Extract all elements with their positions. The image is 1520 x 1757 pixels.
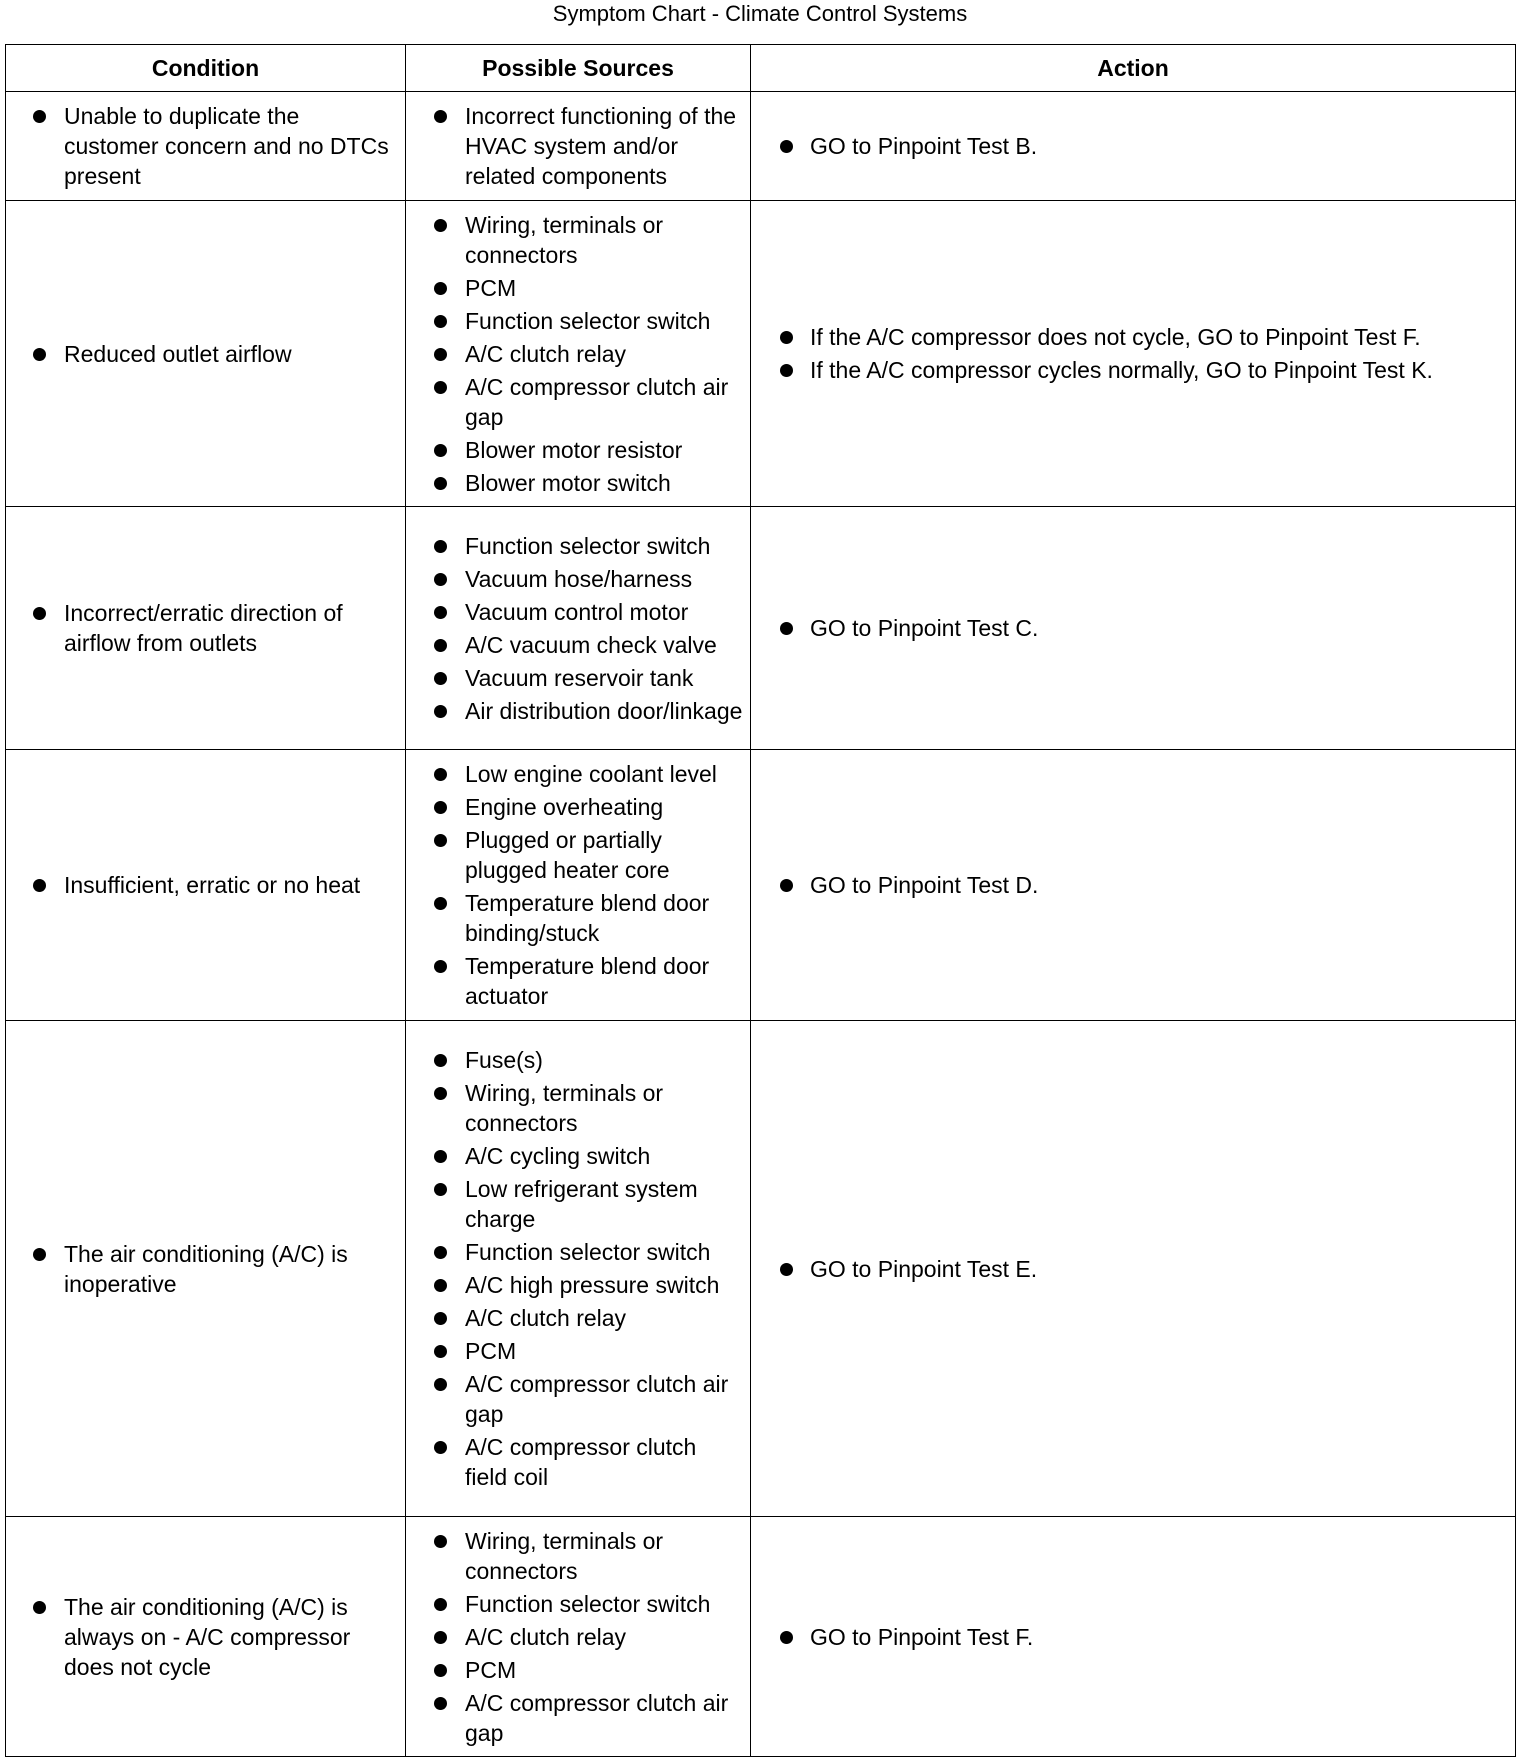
source-text: PCM — [465, 1338, 517, 1364]
source-item — [406, 468, 744, 498]
bullet-icon — [434, 1246, 447, 1259]
source-text: Fuse(s) — [465, 1047, 543, 1073]
source-cell — [406, 1517, 751, 1757]
bullet-icon — [434, 381, 447, 394]
bullet-icon — [434, 540, 447, 553]
source-cell — [406, 201, 751, 507]
action-item — [751, 1622, 1509, 1652]
bullet-icon — [780, 622, 793, 635]
source-item — [406, 564, 744, 594]
source-text: Temperature blend door binding/stuck — [465, 890, 710, 946]
condition-list — [6, 598, 399, 658]
bullet-icon — [33, 110, 46, 123]
source-item — [406, 1078, 744, 1138]
action-cell — [751, 201, 1516, 507]
action-item — [751, 131, 1509, 161]
source-item — [406, 1303, 744, 1333]
action-list — [751, 1622, 1509, 1652]
source-item — [406, 888, 744, 948]
source-item — [406, 630, 744, 660]
condition-item — [6, 101, 399, 191]
condition-cell — [6, 201, 406, 507]
condition-cell — [6, 92, 406, 201]
source-item — [406, 792, 744, 822]
condition-item — [6, 870, 399, 900]
source-text: Low refrigerant system charge — [465, 1176, 698, 1232]
bullet-icon — [780, 331, 793, 344]
action-header: Action — [751, 45, 1516, 92]
bullet-icon — [434, 1697, 447, 1710]
condition-item — [6, 339, 399, 369]
bullet-icon — [434, 1598, 447, 1611]
table-row — [6, 1021, 1516, 1517]
source-item — [406, 306, 744, 336]
action-cell — [751, 1021, 1516, 1517]
bullet-icon — [33, 1601, 46, 1614]
source-item — [406, 1045, 744, 1075]
action-item — [751, 1254, 1509, 1284]
bullet-icon — [434, 1378, 447, 1391]
source-text: PCM — [465, 1656, 517, 1683]
bullet-icon — [434, 110, 447, 123]
source-item — [406, 1369, 744, 1429]
source-item — [406, 1655, 744, 1685]
bullet-icon — [434, 444, 447, 457]
bullet-icon — [780, 1263, 793, 1276]
source-item — [406, 1141, 744, 1171]
source-item — [406, 339, 744, 369]
source-text: PCM — [465, 274, 517, 301]
source-list — [406, 1526, 744, 1748]
bullet-icon — [33, 607, 46, 620]
condition-text: Reduced outlet airflow — [64, 340, 292, 367]
source-text: Blower motor switch — [465, 469, 671, 496]
action-item — [751, 870, 1509, 900]
bullet-icon — [434, 1664, 447, 1677]
bullet-icon — [780, 1631, 793, 1644]
source-text: Wiring, terminals or connectors — [465, 1527, 664, 1584]
bullet-icon — [434, 768, 447, 781]
bullet-icon — [434, 1279, 447, 1292]
chart-title: Symptom Chart - Climate Control Systems — [552, 1, 968, 26]
bullet-icon — [780, 364, 793, 377]
source-item — [406, 435, 744, 465]
condition-list — [6, 101, 399, 191]
source-item — [406, 372, 744, 432]
source-item — [406, 1688, 744, 1748]
condition-list — [6, 339, 399, 369]
source-item — [406, 1526, 744, 1586]
bullet-icon — [434, 672, 447, 685]
condition-header: Condition — [6, 45, 406, 92]
bullet-icon — [434, 282, 447, 295]
source-item — [406, 1589, 744, 1619]
bullet-icon — [434, 1312, 447, 1325]
source-text: Function selector switch — [465, 1239, 711, 1265]
source-item — [406, 273, 744, 303]
action-list — [751, 613, 1509, 643]
action-text: GO to Pinpoint Test E. — [810, 1255, 1038, 1282]
source-text: Low engine coolant level — [465, 761, 717, 787]
action-list — [751, 1254, 1509, 1284]
bullet-icon — [434, 639, 447, 652]
condition-cell — [6, 750, 406, 1021]
condition-item — [6, 1239, 399, 1299]
action-text: GO to Pinpoint Test C. — [810, 615, 1039, 641]
source-item — [406, 101, 744, 191]
bullet-icon — [434, 606, 447, 619]
bullet-icon — [434, 1054, 447, 1067]
source-item — [406, 825, 744, 885]
bullet-icon — [434, 897, 447, 910]
condition-text: Unable to duplicate the customer concern and no DTCs present — [64, 103, 389, 189]
bullet-icon — [780, 140, 793, 153]
source-item — [406, 1174, 744, 1234]
source-item — [406, 759, 744, 789]
condition-text: The air conditioning (A/C) is inoperative — [64, 1240, 348, 1297]
source-text: Engine overheating — [465, 794, 664, 820]
bullet-icon — [434, 801, 447, 814]
source-text: A/C compressor clutch field coil — [465, 1434, 697, 1490]
chart-body — [6, 92, 1516, 1757]
source-cell — [406, 92, 751, 201]
source-item — [406, 696, 744, 726]
action-text: GO to Pinpoint Test F. — [810, 1623, 1034, 1650]
source-text: Function selector switch — [465, 307, 711, 334]
source-list — [406, 531, 744, 726]
bullet-icon — [33, 879, 46, 892]
action-cell — [751, 92, 1516, 201]
source-list — [406, 1045, 744, 1492]
source-text: Function selector switch — [465, 532, 711, 559]
source-item — [406, 210, 744, 270]
source-text: A/C vacuum check valve — [465, 631, 717, 658]
table-row — [6, 1517, 1516, 1757]
bullet-icon — [434, 1345, 447, 1358]
table-row — [6, 92, 1516, 201]
bullet-icon — [434, 705, 447, 718]
source-cell — [406, 507, 751, 750]
bullet-icon — [434, 573, 447, 586]
bullet-icon — [33, 1248, 46, 1261]
action-list — [751, 131, 1509, 161]
source-text: A/C clutch relay — [465, 1623, 627, 1650]
source-item — [406, 531, 744, 561]
bullet-icon — [434, 348, 447, 361]
condition-text: The air conditioning (A/C) is always on - A/C compressor does not cycle — [64, 1593, 351, 1680]
symptom-chart-table — [5, 44, 1516, 1757]
table-row — [6, 507, 1516, 750]
source-list — [406, 210, 744, 498]
bullet-icon — [33, 348, 46, 361]
sources-header: Possible Sources — [406, 45, 751, 92]
action-text: If the A/C compressor cycles normally, GO to Pinpoint Test K. — [810, 357, 1433, 383]
condition-text: Insufficient, erratic or no heat — [64, 872, 361, 898]
source-list — [406, 759, 744, 1011]
source-text: Incorrect functioning of the HVAC system and/or related components — [465, 103, 737, 189]
source-text: A/C clutch relay — [465, 340, 627, 367]
source-text: Vacuum reservoir tank — [465, 664, 694, 691]
source-text: A/C compressor clutch air gap — [465, 373, 729, 430]
source-text: Function selector switch — [465, 1590, 711, 1617]
condition-text: Incorrect/erratic direction of airflow from outlets — [64, 600, 343, 656]
action-cell — [751, 750, 1516, 1021]
bullet-icon — [434, 219, 447, 232]
source-item — [406, 951, 744, 1011]
source-text: A/C compressor clutch air gap — [465, 1689, 729, 1746]
action-list — [751, 870, 1509, 900]
source-text: Vacuum control motor — [465, 598, 689, 625]
source-text: Blower motor resistor — [465, 436, 683, 463]
action-text: GO to Pinpoint Test D. — [810, 872, 1039, 898]
source-text: A/C high pressure switch — [465, 1272, 720, 1298]
source-item — [406, 1270, 744, 1300]
source-text: Wiring, terminals or connectors — [465, 211, 664, 268]
condition-cell — [6, 1517, 406, 1757]
source-text: Plugged or partially plugged heater core — [465, 827, 670, 883]
bullet-icon — [434, 1150, 447, 1163]
condition-cell — [6, 507, 406, 750]
source-item — [406, 1336, 744, 1366]
action-text: GO to Pinpoint Test B. — [810, 133, 1038, 159]
action-item — [751, 355, 1509, 385]
bullet-icon — [434, 1183, 447, 1196]
source-text: Temperature blend door actuator — [465, 953, 710, 1009]
source-text: A/C cycling switch — [465, 1143, 651, 1169]
source-item — [406, 1237, 744, 1267]
bullet-icon — [434, 477, 447, 490]
bullet-icon — [434, 1631, 447, 1644]
table-row — [6, 201, 1516, 507]
bullet-icon — [780, 879, 793, 892]
source-item — [406, 663, 744, 693]
action-list — [751, 322, 1509, 385]
bullet-icon — [434, 1441, 447, 1454]
action-text: If the A/C compressor does not cycle, GO to Pinpoint Test F. — [810, 324, 1421, 350]
table-row — [6, 750, 1516, 1021]
bullet-icon — [434, 834, 447, 847]
source-text: Air distribution door/linkage — [465, 697, 743, 724]
source-text: Vacuum hose/harness — [465, 565, 693, 592]
action-item — [751, 322, 1509, 352]
action-cell — [751, 507, 1516, 750]
condition-list — [6, 870, 399, 900]
source-text: A/C clutch relay — [465, 1305, 627, 1331]
condition-list — [6, 1239, 399, 1299]
bullet-icon — [434, 960, 447, 973]
source-cell — [406, 750, 751, 1021]
source-item — [406, 1432, 744, 1492]
header-row — [6, 45, 1516, 92]
source-cell — [406, 1021, 751, 1517]
bullet-icon — [434, 1087, 447, 1100]
source-list — [406, 101, 744, 191]
condition-item — [6, 598, 399, 658]
action-cell — [751, 1517, 1516, 1757]
condition-cell — [6, 1021, 406, 1517]
action-item — [751, 613, 1509, 643]
bullet-icon — [434, 315, 447, 328]
condition-item — [6, 1592, 399, 1682]
source-item — [406, 1622, 744, 1652]
bullet-icon — [434, 1535, 447, 1548]
source-text: A/C compressor clutch air gap — [465, 1371, 729, 1427]
source-item — [406, 597, 744, 627]
condition-list — [6, 1592, 399, 1682]
source-text: Wiring, terminals or connectors — [465, 1080, 664, 1136]
